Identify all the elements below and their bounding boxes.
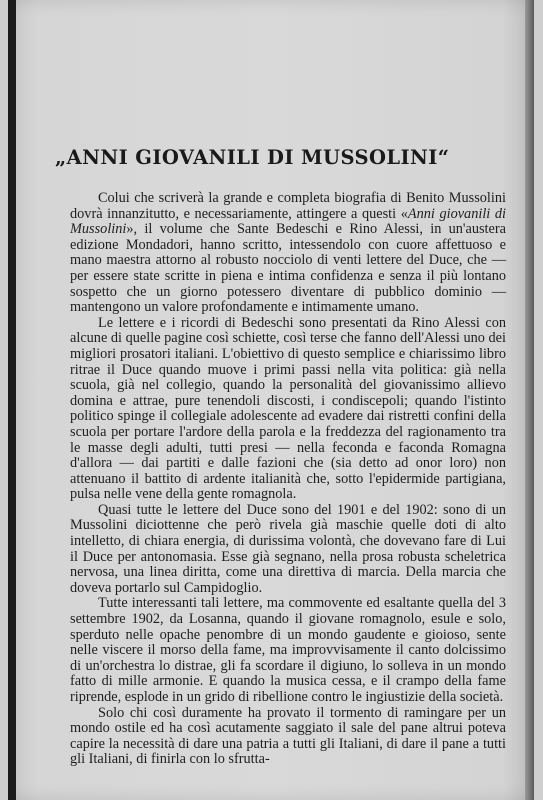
paragraph-1: Colui che scriverà la grande e completa biografia di Benito Mussolini dovrà innanzitutto, e necessariamente, attingere a questi «Anni giovanili di Mussolini», il volume che Sante Bedeschi e Rino Alessi, in un'austera edizione Mondadori, hanno scritto, intessendolo con cuore affettuoso e mano maestra attorno al robusto nocciolo di venti lettere del Duce, che — per essere state scritte in piena e intima confidenza e senza il più lontano sospetto che un giorno potessero diventare di pubblico dominio — mantengono un valore profondamente e intimamente umano.: [70, 190, 506, 316]
paragraph-3: Quasi tutte le lettere del Duce sono del 1901 e del 1902: sono di un Mussolini diciottenne che però rivela già maschie quelle doti di alto intelletto, di chiara energia, di durissima volontà, che dovevano fare di Lui il Duce per antonomasia. Esse già segnano, nella prosa robusta scheletrica nervosa, una linea diritta, come una direttiva di marcia. Della marcia che doveva portarlo sul Campidoglio.: [70, 501, 506, 596]
book-title-italic: Anni giovanili di Mussolini: [70, 205, 506, 238]
article-body: [70, 191, 506, 768]
scan-left-border: [8, 0, 16, 800]
paragraph-4: Tutte interessanti tali lettere, ma commovente ed esaltante quella del 3 settembre 1902, da Losanna, quando il giovane romagnolo, esule e solo, sperduto nelle opache penombre di un mondo gaudente e gioioso, sente nelle viscere il morso della fame, ma improvvisamente il canto dolcissimo di un'orchestra lo distrae, gli fa scordare il digiuno, lo solleva in un mondo fatto di mille armonie. E quando la musica cessa, e il crampo della fame riprende, esplode in un grido di ribellione contro le ingiustizie della società.: [70, 595, 506, 705]
document-page: [8, 0, 534, 800]
paragraph-5: Solo chi così duramente ha provato il tormento di ramingare per un mondo ostile ed ha così acutamente saggiato il sale del pane altrui poteva capire la necessità di dare una patria a tutti gli Italiani, di dare il pane a tutti gli Italiani, di finirla con lo sfrutta-: [70, 704, 506, 768]
paragraph-2: Le lettere e i ricordi di Bedeschi sono presentati da Rino Alessi con alcune di quelle pagine così schiette, così terse che fanno dell'Alessi uno dei migliori prosatori italiani. L'obiettivo di questo semplice e chiarissimo libro ritrae il Duce quando muove i primi passi nella vita politica: già nella scuola, già nel collegio, quando la personalità del giovanissimo allievo domina e attrae, pure tenendoli discosti, i condiscepoli; quando l'istinto politico spinge il collegiale adolescente ad evadere dai ristretti confini della scuola per portare l'ardore della parola e la freddezza del ragionamento tra le masse degli adulti, tutti presi — nella feconda e faconda Romagna d'allora — dai partiti e dalle fazioni che (sia detto ad onor loro) non attenuano il battito di ardente italianità che, sotto l'epidermide partigiana, pulsa nelle vene della gente romagnola.: [70, 314, 506, 503]
scan-right-border: [525, 0, 534, 800]
article-title: „ANNI GIOVANILI DI MUSSOLINI“: [55, 146, 450, 169]
